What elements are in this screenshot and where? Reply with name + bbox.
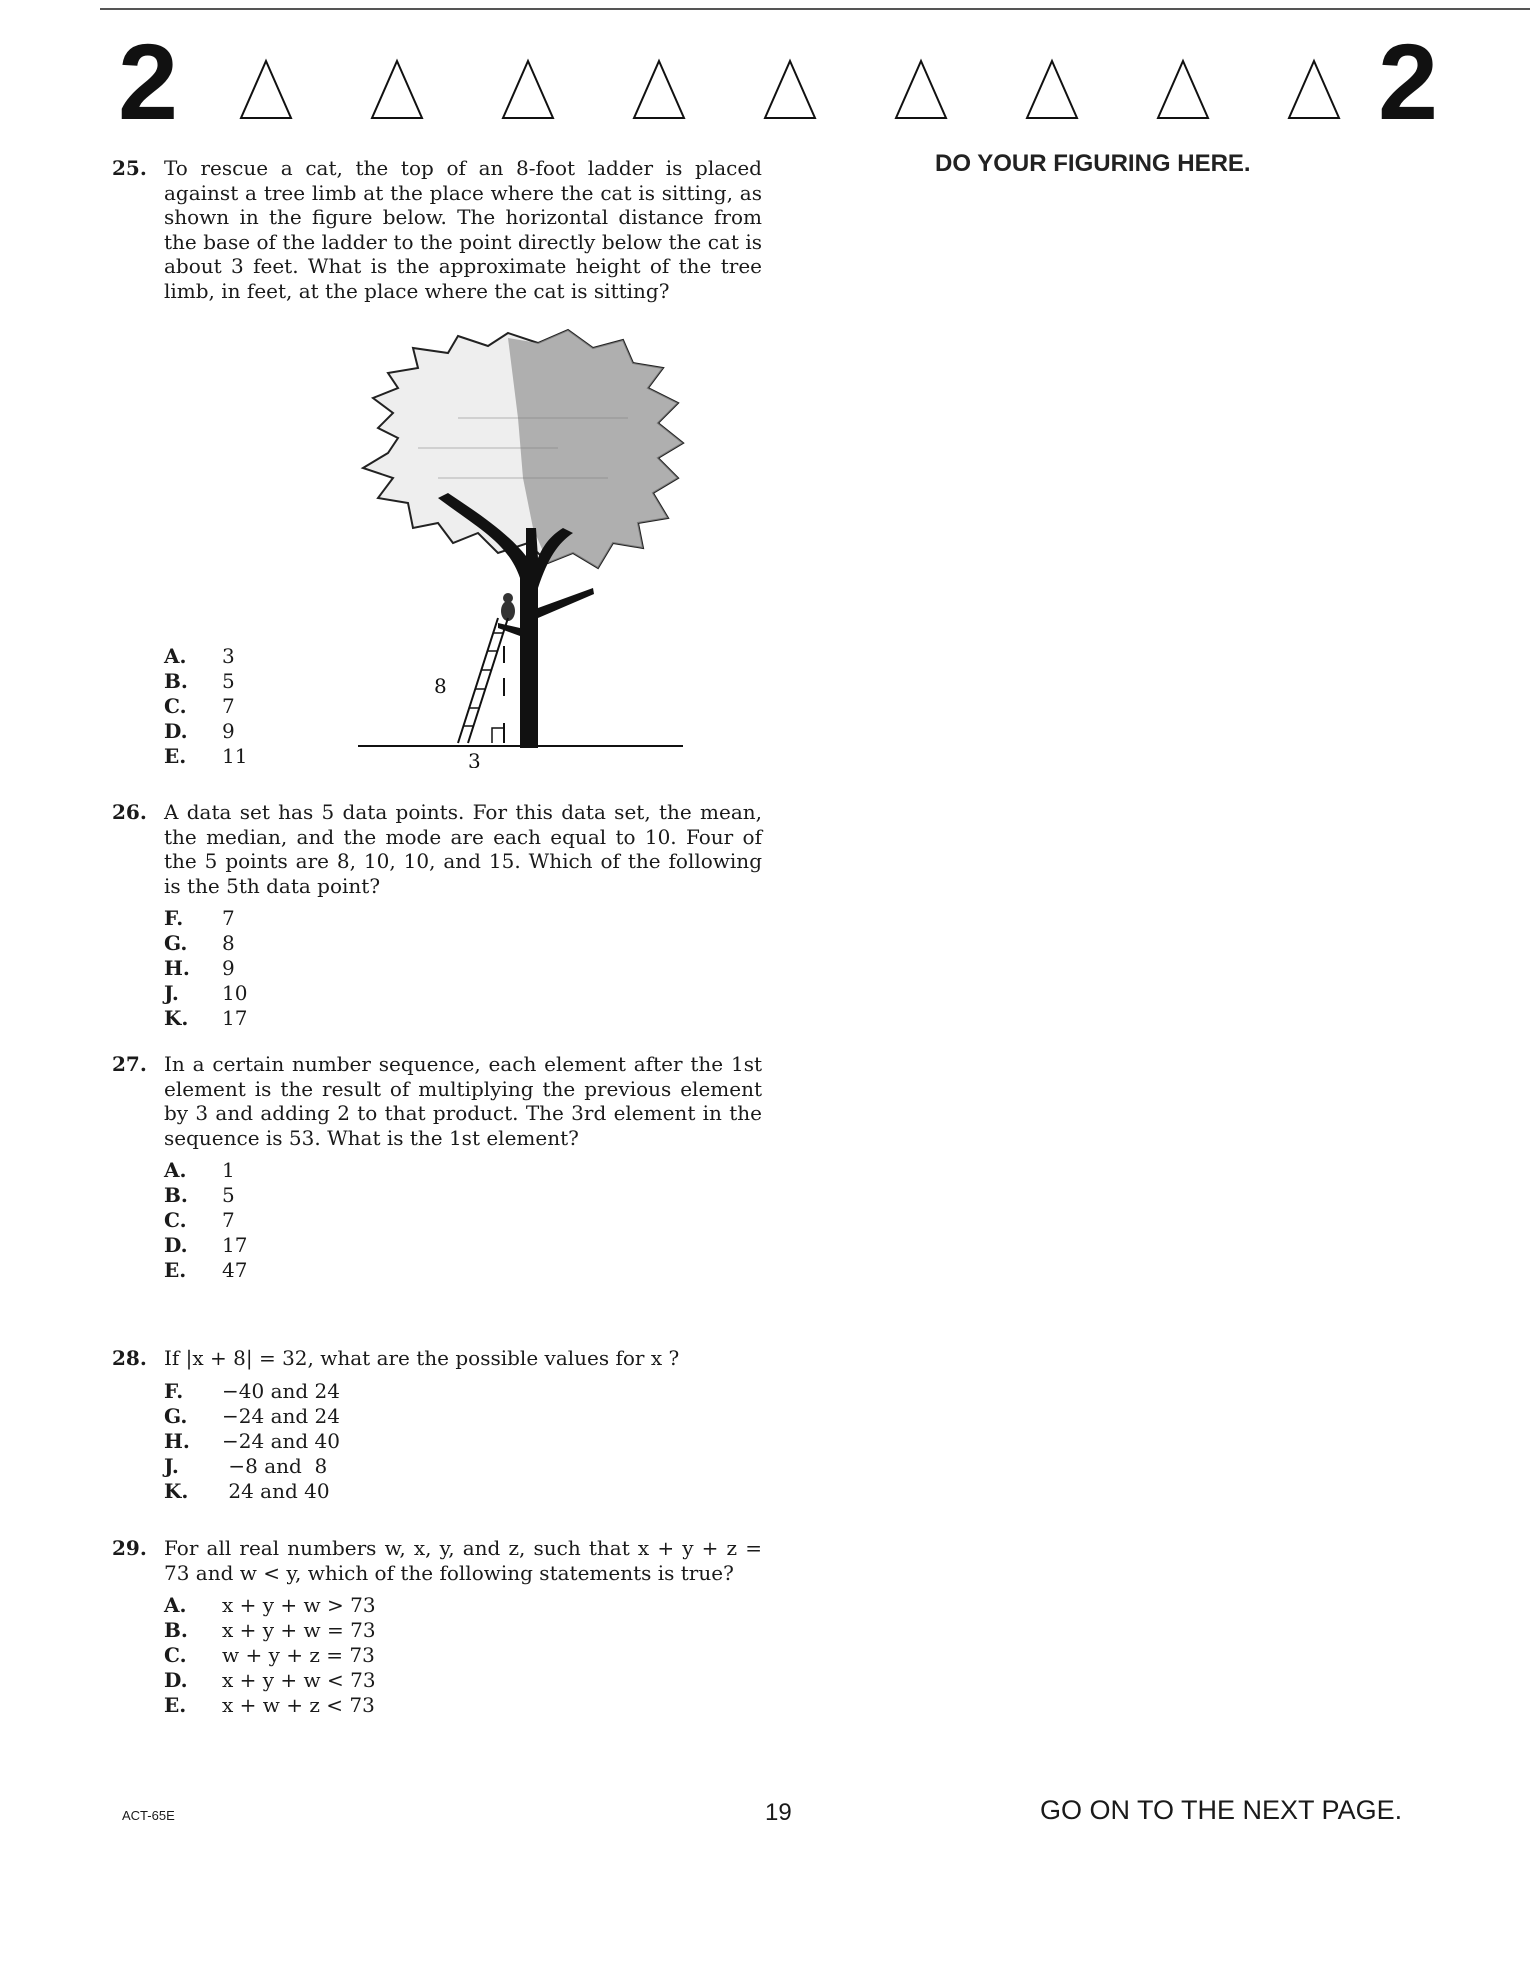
question-number: 25. [112,156,147,180]
question-number: 28. [112,1346,147,1370]
answer-choice[interactable]: C. 7 [164,1208,235,1232]
tree-canopy [363,330,683,568]
answer-choice[interactable]: G. −24 and 24 [164,1403,340,1428]
answer-choice[interactable]: B. x + y + w = 73 [164,1618,376,1642]
answer-choice[interactable]: G. 8 [164,931,235,955]
question-text: If |x + 8| = 32, what are the possible values for x ? [164,1346,680,1370]
page-number: 19 [765,1799,792,1826]
section-number-left: 2 [118,21,179,142]
answer-choice[interactable]: D. 17 [164,1233,248,1257]
continue-label: GO ON TO THE NEXT PAGE. [1040,1795,1403,1825]
answer-choice[interactable]: A. 3 [164,644,235,668]
answer-choice[interactable]: E. x + w + z < 73 [164,1693,375,1717]
answer-choice[interactable]: J. −8 and 8 [164,1453,328,1478]
answer-choice[interactable]: J. 10 [164,981,248,1005]
question-28 [112,1346,762,1504]
base-distance-label: 3 [468,749,481,768]
question-25 [112,156,762,303]
ladder-length-label: 8 [434,674,447,698]
answer-choice[interactable]: H. −24 and 40 [164,1428,340,1453]
question-26 [112,800,762,1031]
triangle-outline-icon [631,58,687,122]
triangle-outline-icon [893,58,949,122]
triangle-outline-icon [1155,58,1211,122]
answer-choice[interactable]: D. 9 [164,719,235,743]
question-number: 29. [112,1536,147,1560]
answer-choice[interactable]: D. x + y + w < 73 [164,1668,376,1692]
triangle-outline-icon [1286,58,1342,122]
answer-choice[interactable]: B. 5 [164,1183,235,1207]
question-29 [112,1536,762,1718]
triangle-outline-icon [238,58,294,122]
answer-choice[interactable]: A. 1 [164,1158,235,1182]
answer-choice[interactable]: K. 17 [164,1006,248,1030]
triangle-outline-icon [762,58,818,122]
answer-choice[interactable]: K. 24 and 40 [164,1478,330,1503]
cat [501,593,515,621]
tree-ladder-figure [358,328,688,768]
answer-choice[interactable]: A. x + y + w > 73 [164,1593,376,1617]
answer-choice[interactable]: F. −40 and 24 [164,1378,340,1403]
answer-choice[interactable]: C. w + y + z = 73 [164,1643,375,1667]
answer-choice[interactable]: C. 7 [164,694,235,718]
answer-choice[interactable]: B. 5 [164,669,235,693]
form-code: ACT-65E [122,1808,175,1823]
answer-choice[interactable]: E. 47 [164,1258,248,1282]
question-text: A data set has 5 data points. For this data set, the mean, the median, and the mode are each equal to 10. Four of the 5 points are 8, 10, 10, and 15. Which of the following is the 5th data point? [164,800,762,898]
top-rule [100,8,1530,10]
triangle-outline-icon [500,58,556,122]
answer-choice[interactable]: H. 9 [164,956,235,980]
ladder [458,618,508,743]
question-number: 27. [112,1052,147,1076]
triangle-outline-icon [369,58,425,122]
section-number-right: 2 [1378,21,1439,142]
question-27 [112,1052,762,1283]
answer-choice[interactable]: E. 11 [164,744,248,768]
answer-choice[interactable]: F. 7 [164,906,235,930]
triangle-outline-icon [1024,58,1080,122]
figuring-label: DO YOUR FIGURING HERE. [935,150,1251,177]
question-text: To rescue a cat, the top of an 8-foot ladder is placed against a tree limb at the place where the cat is sitting, as shown in the figure below. The horizontal distance from the base of the ladder to the point directly below the cat is about 3 feet. What is the approximate height of the tree limb, in feet, at the place where the cat is sitting? [164,156,762,303]
question-text: In a certain number sequence, each element after the 1st element is the result of multiplying the previous element by 3 and adding 2 to that product. The 3rd element in the sequence is 53. What is the 1st element? [164,1052,762,1150]
question-text: For all real numbers w, x, y, and z, such that x + y + z = 73 and w < y, which of the following statements is true? [164,1536,762,1585]
question-number: 26. [112,800,147,824]
